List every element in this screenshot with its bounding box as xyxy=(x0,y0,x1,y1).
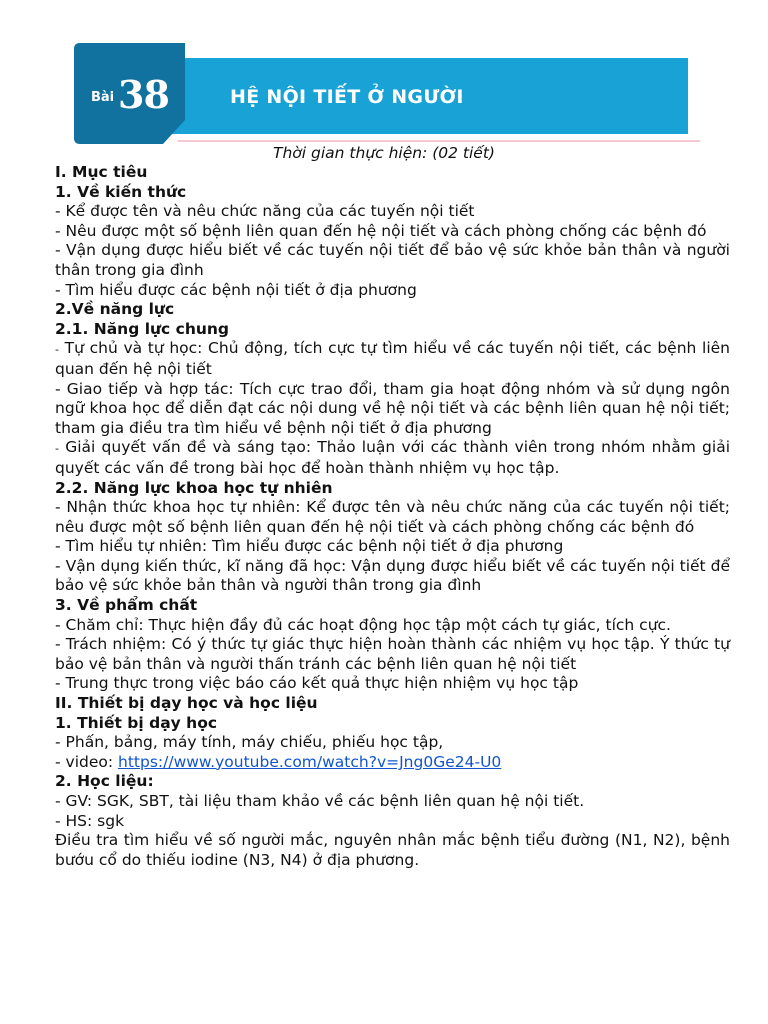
heading-learning-materials: 2. Học liệu: xyxy=(55,772,154,791)
list-item-text: Tự chủ và tự học: Chủ động, tích cực tự tìm hiểu về các tuyến nội tiết, các bệnh liên quan đến hệ nội tiết xyxy=(55,339,730,378)
lesson-number: 38 xyxy=(118,72,169,117)
list-item: - Trách nhiệm: Có ý thức tự giác thực hiện hoàn thành các nhiệm vụ học tập. Ý thức tự bảo vệ bản thân và người thấn tránh các bệnh liên quan hệ nội tiết xyxy=(55,635,730,673)
list-item: - Nhận thức khoa học tự nhiên: Kể được tên và nêu chức năng của các tuyến nội tiết; nêu được một số bệnh liên quan đến hệ nội tiết và cách phòng chống các bệnh đó xyxy=(55,498,730,536)
lesson-content xyxy=(55,163,730,870)
heading-teaching-equipment: 1. Thiết bị dạy học xyxy=(55,713,218,732)
list-item: - Giao tiếp và hợp tác: Tích cực trao đổi, tham gia hoạt động nhóm và sử dụng ngôn ngữ khoa học để diễn đạt các nội dung về hệ nội tiết và các bệnh liên quan hệ nội tiết; tham gia điều tra tìm hiểu về bệnh nội tiết ở địa phương xyxy=(55,379,730,437)
list-item: - HS: sgk xyxy=(55,811,125,830)
lesson-label: Bài xyxy=(91,90,115,105)
list-item: - GV: SGK, SBT, tài liệu tham khảo về các bệnh liên quan hệ nội tiết. xyxy=(55,792,585,810)
duration-subtitle: Thời gian thực hiện: (02 tiết) xyxy=(273,144,495,162)
heading-equipment: II. Thiết bị dạy học và học liệu xyxy=(55,694,318,713)
heading-general-competence: 2.1. Năng lực chung xyxy=(55,319,230,338)
list-item-text: Giải quyết vấn đề và sáng tạo: Thảo luận với các thành viên trong nhóm nhằm giải quyết các vấn đề trong bài học để hoàn thành nhiệm vụ học tập. xyxy=(55,438,730,477)
list-item: - Tìm hiểu được các bệnh nội tiết ở địa phương xyxy=(55,280,417,299)
list-item: - Trung thực trong việc báo cáo kết quả thực hiện nhiệm vụ học tập xyxy=(55,674,579,693)
list-item: - Phấn, bảng, máy tính, máy chiếu, phiếu học tập, xyxy=(55,733,444,752)
heading-objectives: I. Mục tiêu xyxy=(55,163,148,181)
list-item: - Vận dụng được hiểu biết về các tuyến nội tiết để bảo vệ sức khỏe bản thân và người thân trong gia đình xyxy=(55,241,730,279)
list-item: - Nêu được một số bệnh liên quan đến hệ nội tiết và cách phòng chống các bệnh đó xyxy=(55,221,707,240)
list-item xyxy=(55,753,730,773)
heading-knowledge: 1. Về kiến thức xyxy=(55,182,187,201)
list-item xyxy=(55,339,730,379)
lesson-banner xyxy=(0,0,768,150)
heading-competence: 2.Về năng lực xyxy=(55,300,175,319)
video-label: - video: xyxy=(55,752,119,771)
list-item xyxy=(55,438,730,478)
video-link[interactable]: https://www.youtube.com/watch?v=Jng0Ge24-U0 xyxy=(118,752,502,771)
paragraph: Điều tra tìm hiểu về số người mắc, nguyên nhân mắc bệnh tiểu đường (N1, N2), bệnh bướu cổ do thiếu iodine (N3, N4) ở địa phương. xyxy=(55,831,730,869)
bullet-dash: - xyxy=(55,442,59,456)
lesson-title: HỆ NỘI TIẾT Ở NGƯỜI xyxy=(230,86,464,108)
list-item: - Chăm chỉ: Thực hiện đầy đủ các hoạt động học tập một cách tự giác, tích cực. xyxy=(55,615,671,634)
bullet-dash: - xyxy=(55,343,59,357)
banner-graphic xyxy=(0,0,768,150)
heading-science-competence: 2.2. Năng lực khoa học tự nhiên xyxy=(55,478,333,497)
list-item: - Tìm hiểu tự nhiên: Tìm hiểu được các bệnh nội tiết ở địa phương xyxy=(55,537,564,556)
list-item: - Vận dụng kiến thức, kĩ năng đã học: Vận dụng được hiểu biết về các tuyến nội tiết để bảo vệ sức khỏe bản thân và người thân trong gia đình xyxy=(55,556,730,595)
heading-qualities: 3. Về phẩm chất xyxy=(55,596,198,615)
list-item: - Kể được tên và nêu chức năng của các tuyến nội tiết xyxy=(55,202,475,221)
